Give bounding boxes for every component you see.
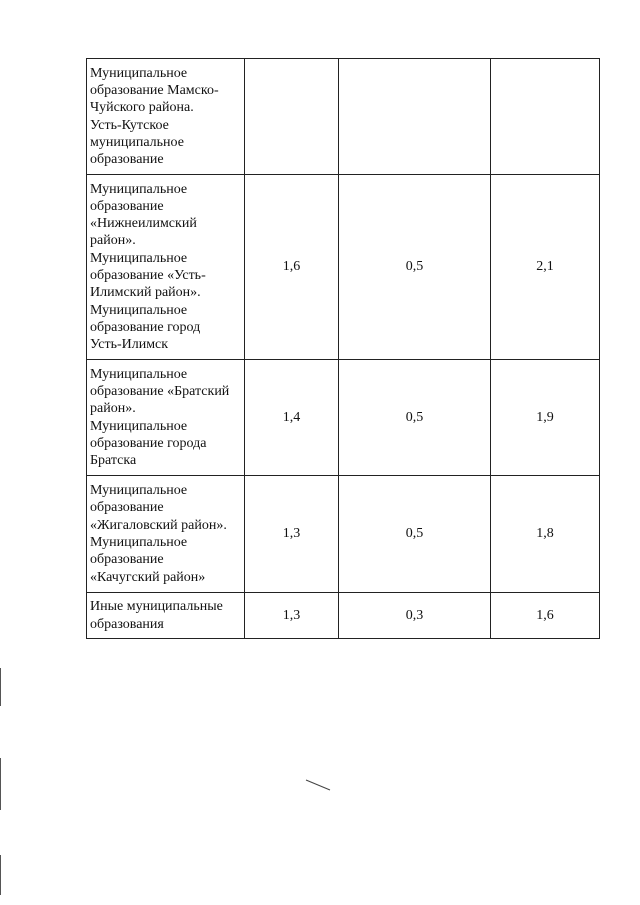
value-cell-2: 0,3 — [339, 593, 491, 639]
value-cell-1: 1,4 — [245, 360, 339, 476]
value-cell-1: 1,3 — [245, 593, 339, 639]
name-line: образование «Усть- — [90, 268, 206, 283]
pen-stroke-mark — [300, 776, 336, 794]
total-cell: 2,1 — [491, 175, 600, 360]
municipality-name-cell — [87, 476, 245, 593]
name-line: Братска — [90, 453, 137, 469]
name-line: Муниципальное — [90, 302, 188, 318]
value-cell-2: 0,5 — [339, 360, 491, 476]
table-row — [87, 593, 600, 639]
table-row — [87, 476, 600, 593]
name-line: образование «Братский — [90, 383, 230, 399]
value-cell-1 — [245, 59, 339, 175]
name-line: Муниципальное — [90, 418, 188, 434]
name-line: Муниципальное — [90, 535, 188, 550]
name-line: образование — [90, 552, 164, 568]
total-cell: 1,6 — [491, 593, 600, 639]
name-line: образование — [90, 500, 164, 516]
scan-edge-mark — [0, 758, 1, 810]
municipality-name-cell — [87, 593, 245, 639]
coefficients-table — [86, 58, 600, 639]
name-line: «Нижнеилимский — [90, 216, 197, 232]
value-cell-2 — [339, 59, 491, 175]
name-line: Муниципальное — [90, 366, 188, 382]
name-line: образование город — [90, 319, 201, 335]
total-cell: 1,8 — [491, 476, 600, 593]
value-cell-1: 1,3 — [245, 476, 339, 593]
name-line: Муниципальное — [90, 250, 188, 266]
name-line: Илимский район». — [90, 285, 201, 301]
municipality-name-cell — [87, 175, 245, 360]
name-line: Усть-Илимск — [90, 337, 169, 353]
name-line: район». — [90, 233, 136, 249]
scan-edge-mark — [0, 668, 1, 706]
municipality-name-cell — [87, 59, 245, 175]
name-line: образования — [90, 616, 164, 632]
table-row — [87, 360, 600, 476]
name-line: Иные муниципальные — [90, 599, 223, 615]
name-line: муниципальное — [90, 134, 184, 150]
municipality-name-cell — [87, 360, 245, 476]
table-row — [87, 175, 600, 360]
scan-edge-mark — [0, 855, 1, 895]
name-line: образование города — [90, 435, 207, 451]
name-line: «Качугский район» — [90, 569, 206, 585]
name-line: район». — [90, 401, 136, 417]
name-line: Муниципальное — [90, 483, 188, 499]
total-cell: 1,9 — [491, 360, 600, 476]
name-line: образование — [90, 152, 164, 168]
name-line: Муниципальное — [90, 181, 188, 197]
value-cell-1: 1,6 — [245, 175, 339, 360]
value-cell-2: 0,5 — [339, 476, 491, 593]
name-line: Муниципальное — [90, 65, 188, 81]
name-line: Чуйского района. — [90, 100, 194, 116]
name-line: «Жигаловский район». — [90, 517, 227, 533]
table-row — [87, 59, 600, 175]
name-line: образование — [90, 198, 164, 214]
name-line: образование Мамско- — [90, 82, 219, 98]
value-cell-2: 0,5 — [339, 175, 491, 360]
name-line: Усть-Кутское — [90, 117, 169, 133]
total-cell — [491, 59, 600, 175]
